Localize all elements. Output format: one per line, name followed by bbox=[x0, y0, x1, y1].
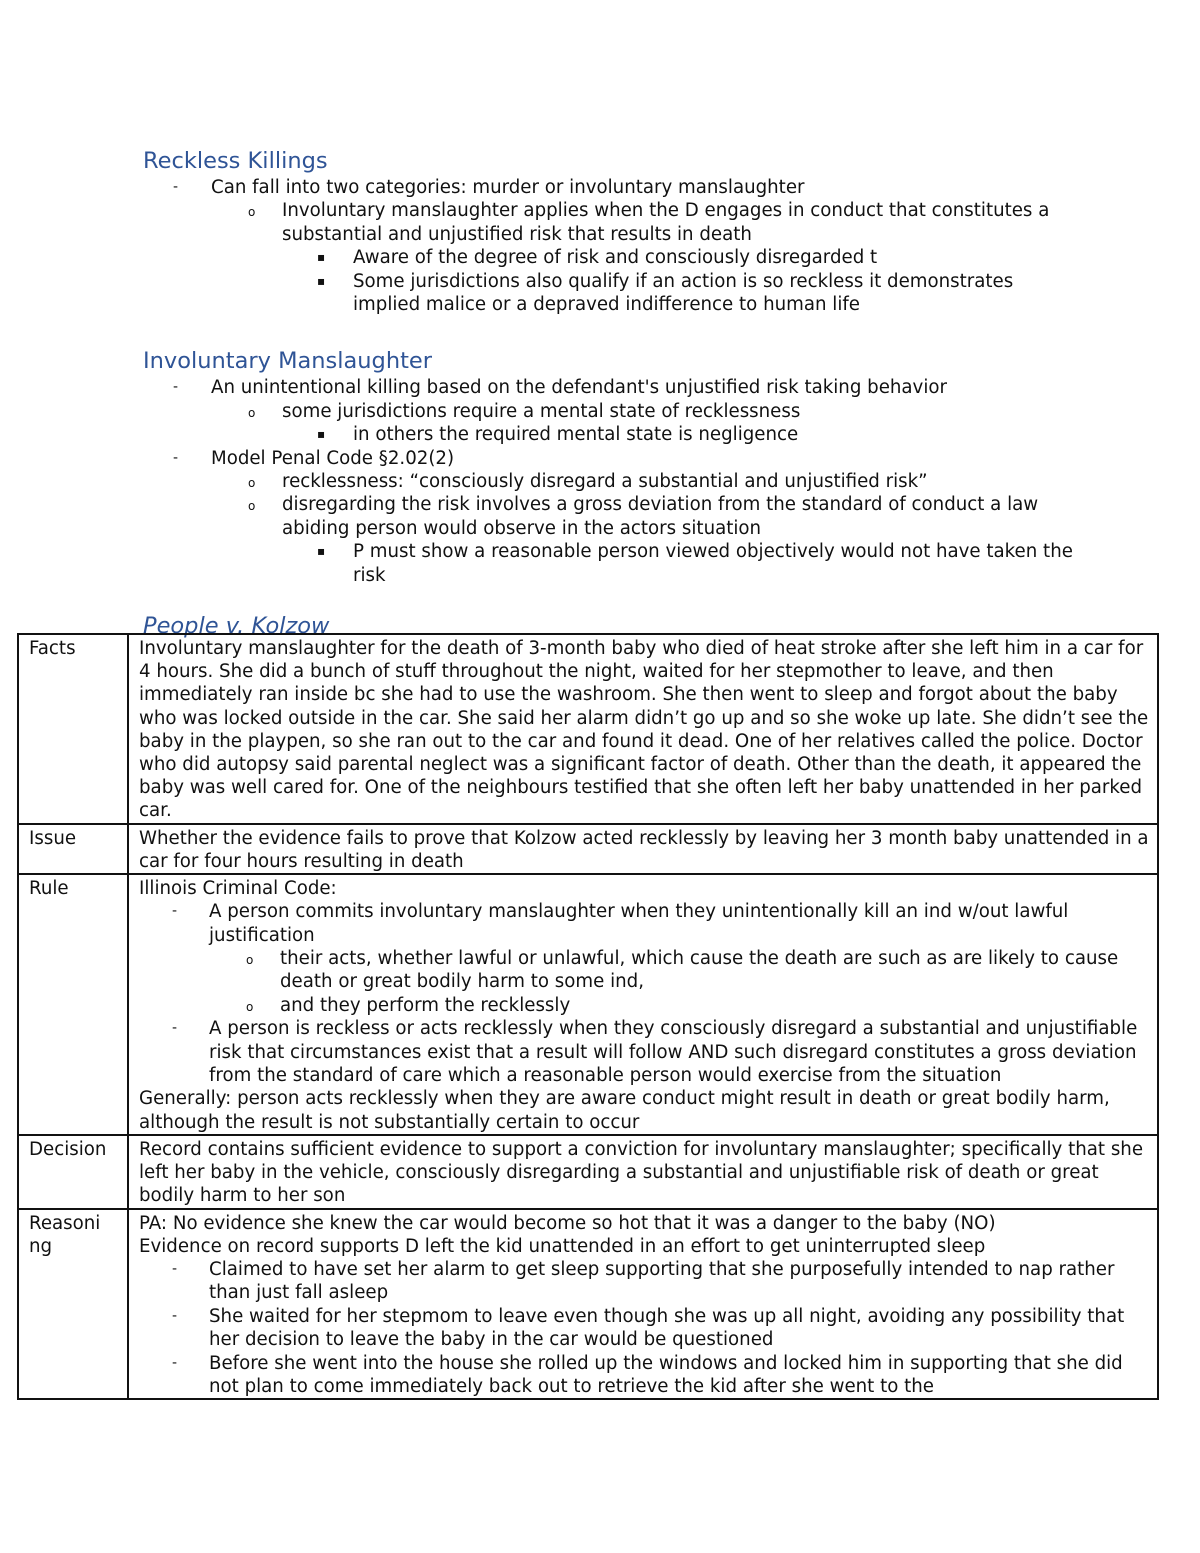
dash-marker: - bbox=[173, 179, 179, 195]
sub-list bbox=[211, 199, 1083, 316]
circle-marker: o bbox=[246, 953, 254, 968]
list-item: o and they perform the recklessly bbox=[209, 994, 1149, 1017]
table-row-reasoning bbox=[18, 1209, 1158, 1400]
sub-list bbox=[211, 470, 1083, 587]
table-row-rule bbox=[18, 874, 1158, 1135]
row-content bbox=[128, 1209, 1158, 1400]
row-label: Rule bbox=[18, 874, 128, 1135]
reasoning-paragraph: PA: No evidence she knew the car would become so hot that it was a danger to the baby (NO) bbox=[139, 1212, 996, 1234]
row-label: Reasoni ng bbox=[18, 1209, 128, 1400]
list-item: ▪ Aware of the degree of risk and consciously disregarded t bbox=[317, 247, 878, 269]
row-content: Involuntary manslaughter for the death of 3-month baby who died of heat stroke after she left him in a car for 4 hours. She did a bunch of stuff throughout the night, waited for her stepmother to leave, and then immediately ran inside bc she had to use the washroom. She then went to sleep and forgot about the baby who was locked outside in the car. She said her alarm didn’t go up and so she woke up late. She didn’t see the baby in the playpen, so she ran out to the car and found it dead. One of her relatives called the police. Doctor who did autopsy said parental neglect was a significant factor of death. Other than the death, it appeared the baby was well cared for. One of the neighbours testified that she often left her baby unattended in her parked car. bbox=[128, 634, 1158, 824]
bullet-list bbox=[143, 376, 1083, 587]
case-brief-table bbox=[17, 633, 1159, 1400]
row-label: Issue bbox=[18, 824, 128, 874]
list-item: - Before she went into the house she rolled up the windows and locked him in supporting that she did not plan to come immediately back out to retrieve the kid after she went to the bbox=[172, 1352, 1123, 1397]
table-row-decision bbox=[18, 1135, 1158, 1209]
dash-marker: - bbox=[172, 1307, 178, 1324]
list-item: - Model Penal Code §2.02(2) o recklessness: “consciously disregard a substantial and unjustified risk” o disregarding the risk involves a gross deviation from the standard of conduct a law abiding person would observe in the actors situation ▪ P must show a reasonable person viewed objectively would not have taken the risk bbox=[143, 447, 1083, 587]
list-item: - A person is reckless or acts recklessly when they consciously disregard a substantial and unjustifiable risk that circumstances exist that a result will follow AND such disregard constitutes a gross deviation from the standard of care which a reasonable person would exercise from the situation bbox=[172, 1018, 1138, 1087]
dash-marker: - bbox=[172, 1260, 178, 1277]
sub-sub-list bbox=[282, 423, 1083, 446]
square-marker: ▪ bbox=[317, 250, 326, 265]
reasoning-paragraph: Evidence on record supports D left the kid unattended in an effort to get uninterrupted sleep bbox=[139, 1235, 986, 1257]
rule-outro: Generally: person acts recklessly when they are aware conduct might result in death or great bodily harm, although the result is not substantially certain to occur bbox=[139, 1088, 1110, 1133]
dash-marker: - bbox=[173, 379, 179, 396]
circle-marker: o bbox=[248, 405, 256, 420]
row-content: Whether the evidence fails to prove that Kolzow acted recklessly by leaving her 3 month baby unattended in a car for four hours resulting in death bbox=[128, 824, 1158, 874]
circle-marker: o bbox=[246, 999, 254, 1014]
dash-marker: - bbox=[172, 1354, 178, 1371]
row-label: Decision bbox=[18, 1135, 128, 1209]
row-content: Record contains sufficient evidence to support a conviction for involuntary manslaughter; specifically that she left her baby in the vehicle, consciously disregarding a substantial and unjustifiable risk of death or great bodily harm to her son bbox=[128, 1135, 1158, 1209]
sub-list bbox=[209, 947, 1149, 1017]
circle-marker: o bbox=[248, 205, 256, 220]
circle-marker: o bbox=[248, 499, 256, 514]
row-label: Facts bbox=[18, 634, 128, 824]
list-item: o Involuntary manslaughter applies when the D engages in conduct that constitutes a substantial and unjustified risk that results in death ▪ Aware of the degree of risk and consciously disregarded t ▪ Some jurisdictions also qualify if an action is so reckless it demonstrates implied malice or a depraved indifference to human life bbox=[211, 199, 1083, 316]
square-marker: ▪ bbox=[317, 427, 326, 442]
list-item: - She waited for her stepmom to leave even though she was up all night, avoiding any possibility that her decision to leave the baby in the car would be questioned bbox=[172, 1305, 1125, 1351]
table-row-issue bbox=[18, 824, 1158, 874]
list-item: - An unintentional killing based on the defendant's unjustified risk taking behavior o some jurisdictions require a mental state of recklessness ▪ in others the required mental state is negligence bbox=[143, 376, 1083, 446]
list-item: ▪ Some jurisdictions also qualify if an action is so reckless it demonstrates implied malice or a depraved indifference to human life bbox=[317, 270, 1014, 316]
list-item: ▪ in others the required mental state is negligence bbox=[317, 424, 799, 446]
sub-list bbox=[211, 400, 1083, 447]
square-marker: ▪ bbox=[317, 544, 326, 559]
dash-marker: - bbox=[172, 903, 178, 920]
bullet-list bbox=[143, 176, 1083, 316]
heading-reckless-killings: Reckless Killings bbox=[143, 148, 328, 174]
heading-involuntary-manslaughter: Involuntary Manslaughter bbox=[143, 348, 433, 375]
rule-intro: Illinois Criminal Code: bbox=[139, 878, 337, 900]
heading-case-name: People v. Kolzow bbox=[143, 613, 330, 640]
list-item: - Can fall into two categories: murder or involuntary manslaughter o Involuntary manslaughter applies when the D engages in conduct that constitutes a substantial and unjustified risk that results in death ▪ Aware of the degree of risk and consciously disregarded t ▪ Some jurisdictions also qualify if an action is so reckless it demonstrates implied malice or a depraved indifference to human life bbox=[143, 176, 1083, 316]
list-item: - Claimed to have set her alarm to get sleep supporting that she purposefully intended to nap rather than just fall asleep bbox=[172, 1258, 1115, 1304]
section-involuntary-manslaughter bbox=[143, 346, 1083, 587]
sub-sub-list bbox=[282, 246, 1083, 316]
list-item: o recklessness: “consciously disregard a substantial and unjustified risk” bbox=[211, 470, 1083, 493]
square-marker: ▪ bbox=[317, 273, 326, 288]
list-item: o their acts, whether lawful or unlawful, which cause the death are such as are likely to cause death or great bodily harm to some ind, bbox=[246, 948, 1119, 993]
bullet-list bbox=[139, 1258, 1149, 1398]
list-item: - A person commits involuntary manslaughter when they unintentionally kill an ind w/out lawful justification o their acts, whether lawful or unlawful, which cause the death are such as are likely to cause death or great bodily harm to some ind, o and they perform the recklessly bbox=[139, 900, 1149, 1017]
table-row-facts bbox=[18, 634, 1158, 824]
sub-sub-list bbox=[282, 540, 1083, 587]
outline-content bbox=[143, 146, 1083, 641]
dash-marker: - bbox=[172, 1020, 178, 1037]
dash-marker: - bbox=[173, 449, 179, 466]
list-item: o disregarding the risk involves a gross deviation from the standard of conduct a law abiding person would observe in the actors situation ▪ P must show a reasonable person viewed objectively would not have taken the risk bbox=[211, 493, 1083, 587]
row-content bbox=[128, 874, 1158, 1135]
list-item: o some jurisdictions require a mental state of recklessness ▪ in others the required mental state is negligence bbox=[211, 400, 1083, 447]
circle-marker: o bbox=[248, 476, 256, 491]
section-reckless-killings bbox=[143, 146, 1083, 316]
list-item: ▪ P must show a reasonable person viewed objectively would not have taken the risk bbox=[317, 541, 1073, 586]
bullet-list bbox=[139, 900, 1149, 1087]
